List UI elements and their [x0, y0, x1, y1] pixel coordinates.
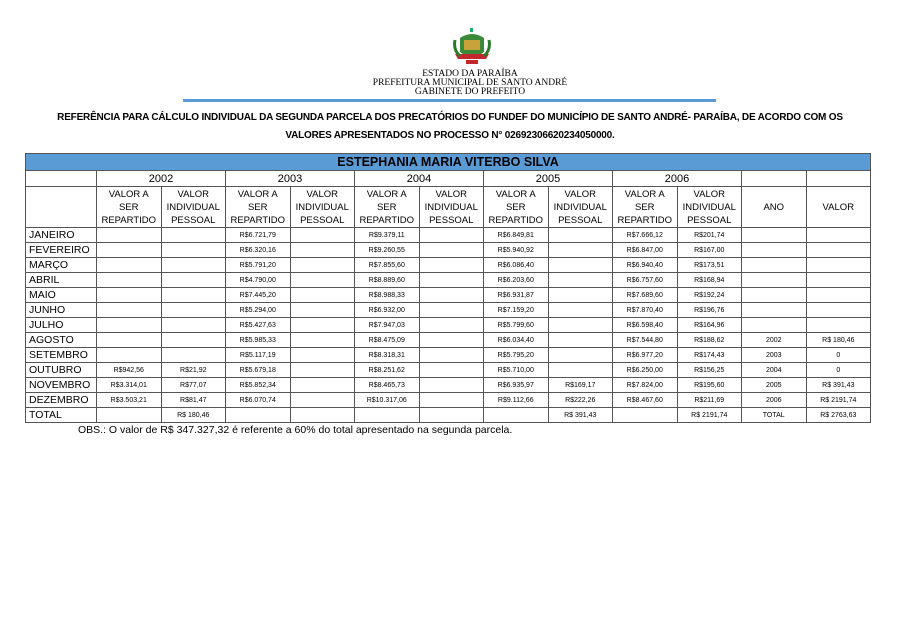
value-cell [290, 258, 355, 273]
value-cell: 2003 [742, 348, 807, 363]
month-label: ABRIL [26, 273, 97, 288]
beneficiary-name: ESTEPHANIA MARIA VITERBO SILVA [26, 154, 871, 171]
empty-cell [742, 171, 807, 187]
value-cell: R$6.320,16 [226, 243, 291, 258]
table-row [26, 408, 871, 423]
value-cell [419, 288, 484, 303]
value-cell [806, 318, 871, 333]
value-cell: R$6.721,79 [226, 228, 291, 243]
value-cell [419, 303, 484, 318]
value-cell [290, 228, 355, 243]
column-header-valor-individual: VALOR INDIVIDUAL PESSOAL [290, 187, 355, 228]
value-cell: R$ 2191,74 [806, 393, 871, 408]
value-cell: R$201,74 [677, 228, 742, 243]
value-cell: R$5.679,18 [226, 363, 291, 378]
value-cell [97, 258, 162, 273]
value-cell: R$81,47 [161, 393, 226, 408]
value-cell [419, 273, 484, 288]
value-cell [419, 408, 484, 423]
value-cell [806, 303, 871, 318]
value-cell [548, 318, 613, 333]
value-cell [97, 348, 162, 363]
value-cell: 2004 [742, 363, 807, 378]
value-cell: TOTAL [742, 408, 807, 423]
value-cell: R$6.034,40 [484, 333, 549, 348]
value-cell [290, 393, 355, 408]
observation-note: OBS.: O valor de R$ 347.327,32 é referente a 60% do total apresentado na segunda parcela. [78, 424, 513, 436]
value-cell [419, 333, 484, 348]
column-header-valor-individual: VALOR INDIVIDUAL PESSOAL [677, 187, 742, 228]
value-cell [806, 288, 871, 303]
year-header: 2005 [484, 171, 613, 187]
value-cell [161, 243, 226, 258]
table-row [26, 288, 871, 303]
value-cell [290, 378, 355, 393]
value-cell [290, 333, 355, 348]
value-cell [290, 363, 355, 378]
value-cell: R$156,25 [677, 363, 742, 378]
table-row [26, 273, 871, 288]
value-cell [290, 408, 355, 423]
table-row [26, 228, 871, 243]
value-cell: 2006 [742, 393, 807, 408]
value-cell: R$5.985,33 [226, 333, 291, 348]
value-cell [419, 378, 484, 393]
header-divider [183, 99, 716, 102]
table-row [26, 363, 871, 378]
value-cell: R$5.117,19 [226, 348, 291, 363]
value-cell: 2002 [742, 333, 807, 348]
value-cell: R$211,69 [677, 393, 742, 408]
value-cell [613, 408, 678, 423]
value-cell [290, 288, 355, 303]
value-cell [742, 318, 807, 333]
value-cell [806, 243, 871, 258]
reference-heading [10, 109, 890, 145]
table-row [26, 243, 871, 258]
letterhead-municipality: PREFEITURA MUNICIPAL DE SANTO ANDRÉ [372, 78, 568, 88]
value-cell [806, 273, 871, 288]
value-cell: R$7.544,80 [613, 333, 678, 348]
value-cell [419, 243, 484, 258]
value-cell: R$6.203,60 [484, 273, 549, 288]
value-cell: R$7.824,00 [613, 378, 678, 393]
value-cell [742, 228, 807, 243]
empty-cell [26, 171, 97, 187]
value-cell: R$196,76 [677, 303, 742, 318]
value-cell: R$5.795,20 [484, 348, 549, 363]
value-cell: R$168,94 [677, 273, 742, 288]
column-header-valor-individual: VALOR INDIVIDUAL PESSOAL [548, 187, 613, 228]
value-cell: R$195,60 [677, 378, 742, 393]
value-cell [548, 258, 613, 273]
value-cell: R$6.935,97 [484, 378, 549, 393]
value-cell: R$7.870,40 [613, 303, 678, 318]
value-cell [290, 348, 355, 363]
value-cell [290, 318, 355, 333]
reference-line-2: VALORES APRESENTADOS NO PROCESSO N° 02692306620234050000. [285, 130, 615, 141]
value-cell: R$6.086,40 [484, 258, 549, 273]
column-header-valor-individual: VALOR INDIVIDUAL PESSOAL [161, 187, 226, 228]
value-cell: R$7.666,12 [613, 228, 678, 243]
value-cell [742, 243, 807, 258]
value-cell [161, 273, 226, 288]
value-cell [548, 243, 613, 258]
value-cell: R$9.112,66 [484, 393, 549, 408]
value-cell: R$7.855,60 [355, 258, 420, 273]
value-cell: R$188,62 [677, 333, 742, 348]
value-cell [548, 333, 613, 348]
table-row [26, 333, 871, 348]
year-header: 2002 [97, 171, 226, 187]
table-row [26, 303, 871, 318]
value-cell: R$ 2763,63 [806, 408, 871, 423]
value-cell [226, 408, 291, 423]
value-cell: R$3.314,01 [97, 378, 162, 393]
value-cell: R$222,26 [548, 393, 613, 408]
month-label: JANEIRO [26, 228, 97, 243]
value-cell [419, 348, 484, 363]
value-cell: R$6.931,87 [484, 288, 549, 303]
value-cell [161, 318, 226, 333]
value-cell [97, 318, 162, 333]
value-cell: R$8.475,09 [355, 333, 420, 348]
value-cell: R$6.598,40 [613, 318, 678, 333]
month-label: NOVEMBRO [26, 378, 97, 393]
value-cell [806, 228, 871, 243]
value-cell [290, 303, 355, 318]
value-cell: R$ 180,46 [806, 333, 871, 348]
table-row [26, 378, 871, 393]
table-row [26, 318, 871, 333]
value-cell [290, 243, 355, 258]
value-cell [742, 303, 807, 318]
value-cell: R$7.947,03 [355, 318, 420, 333]
column-header-valor-repartido: VALOR A SER REPARTIDO [97, 187, 162, 228]
value-cell: R$5.791,20 [226, 258, 291, 273]
month-label: DEZEMBRO [26, 393, 97, 408]
month-label: FEVEREIRO [26, 243, 97, 258]
value-cell [742, 258, 807, 273]
value-cell [97, 408, 162, 423]
value-cell: R$ 180,46 [161, 408, 226, 423]
value-cell: R$ 2191,74 [677, 408, 742, 423]
value-cell [161, 288, 226, 303]
column-header-valor-repartido: VALOR A SER REPARTIDO [355, 187, 420, 228]
value-cell: R$5.710,00 [484, 363, 549, 378]
value-cell: R$6.250,00 [613, 363, 678, 378]
value-cell: 0 [806, 363, 871, 378]
column-header-valor-repartido: VALOR A SER REPARTIDO [484, 187, 549, 228]
value-cell: R$5.940,92 [484, 243, 549, 258]
value-cell: R$ 391,43 [548, 408, 613, 423]
year-header: 2006 [613, 171, 742, 187]
value-cell: R$6.849,81 [484, 228, 549, 243]
value-cell: R$7.159,20 [484, 303, 549, 318]
value-cell: R$8.889,60 [355, 273, 420, 288]
column-header-ano: ANO [742, 187, 807, 228]
value-cell [419, 393, 484, 408]
column-header-valor: VALOR [806, 187, 871, 228]
municipal-coat-of-arms-logo [452, 28, 492, 68]
value-cell [548, 348, 613, 363]
value-cell: R$77,07 [161, 378, 226, 393]
value-cell [548, 303, 613, 318]
month-label: JUNHO [26, 303, 97, 318]
value-cell [419, 363, 484, 378]
value-cell [290, 273, 355, 288]
value-cell: R$5.799,60 [484, 318, 549, 333]
value-cell: R$5.294,00 [226, 303, 291, 318]
value-cell: R$ 391,43 [806, 378, 871, 393]
value-cell: R$164,96 [677, 318, 742, 333]
value-cell: R$8.988,33 [355, 288, 420, 303]
value-cell: R$6.757,60 [613, 273, 678, 288]
value-cell [742, 273, 807, 288]
value-cell: R$9.379,11 [355, 228, 420, 243]
table-row [26, 348, 871, 363]
value-cell [355, 408, 420, 423]
value-cell [161, 258, 226, 273]
table-row [26, 258, 871, 273]
value-cell [97, 303, 162, 318]
column-header-valor-repartido: VALOR A SER REPARTIDO [613, 187, 678, 228]
year-header: 2003 [226, 171, 355, 187]
letterhead-office: GABINETE DO PREFEITO [414, 87, 526, 97]
month-label: MAIO [26, 288, 97, 303]
letterhead-state: ESTADO DA PARAÍBA [422, 69, 518, 79]
value-cell [548, 363, 613, 378]
value-cell: R$9.260,55 [355, 243, 420, 258]
value-cell [419, 228, 484, 243]
month-label: TOTAL [26, 408, 97, 423]
value-cell [97, 273, 162, 288]
value-cell: R$174,43 [677, 348, 742, 363]
value-cell [97, 288, 162, 303]
value-cell [97, 243, 162, 258]
value-cell [742, 288, 807, 303]
value-cell: R$942,56 [97, 363, 162, 378]
value-cell: R$21,92 [161, 363, 226, 378]
value-cell: R$3.503,21 [97, 393, 162, 408]
value-cell: R$192,24 [677, 288, 742, 303]
value-cell [484, 408, 549, 423]
value-cell: R$4.790,00 [226, 273, 291, 288]
value-cell: R$173,51 [677, 258, 742, 273]
value-cell: 0 [806, 348, 871, 363]
value-cell: R$6.070,74 [226, 393, 291, 408]
precatorios-table [25, 153, 871, 423]
value-cell [806, 258, 871, 273]
value-cell: R$8.251,62 [355, 363, 420, 378]
value-cell [161, 348, 226, 363]
value-cell [419, 258, 484, 273]
value-cell [548, 228, 613, 243]
column-header-valor-repartido: VALOR A SER REPARTIDO [226, 187, 291, 228]
month-label: SETEMBRO [26, 348, 97, 363]
value-cell: R$5.427,63 [226, 318, 291, 333]
value-cell: R$6.977,20 [613, 348, 678, 363]
value-cell: 2005 [742, 378, 807, 393]
value-cell: R$7.445,20 [226, 288, 291, 303]
value-cell: R$8.467,60 [613, 393, 678, 408]
value-cell [161, 333, 226, 348]
month-label: OUTUBRO [26, 363, 97, 378]
month-label: MARÇO [26, 258, 97, 273]
value-cell: R$8.318,31 [355, 348, 420, 363]
empty-cell [26, 187, 97, 228]
value-cell: R$10.317,06 [355, 393, 420, 408]
value-cell [419, 318, 484, 333]
value-cell: R$167,00 [677, 243, 742, 258]
table-row [26, 393, 871, 408]
reference-line-1: REFERÊNCIA PARA CÁLCULO INDIVIDUAL DA SEGUNDA PARCELA DOS PRECATÓRIOS DO FUNDEF DO MUNICÍPIO DE SANTO ANDRÉ- PARAÍBA, DE ACORDO COM OS [57, 112, 843, 123]
value-cell [97, 333, 162, 348]
value-cell: R$5.852,34 [226, 378, 291, 393]
value-cell: R$169,17 [548, 378, 613, 393]
empty-cell [806, 171, 871, 187]
value-cell [97, 228, 162, 243]
value-cell: R$8.465,73 [355, 378, 420, 393]
value-cell [548, 288, 613, 303]
value-cell [161, 228, 226, 243]
value-cell [548, 273, 613, 288]
value-cell: R$6.847,00 [613, 243, 678, 258]
year-header: 2004 [355, 171, 484, 187]
month-label: AGOSTO [26, 333, 97, 348]
value-cell: R$7.689,60 [613, 288, 678, 303]
value-cell [161, 303, 226, 318]
column-header-valor-individual: VALOR INDIVIDUAL PESSOAL [419, 187, 484, 228]
month-label: JULHO [26, 318, 97, 333]
value-cell: R$6.932,00 [355, 303, 420, 318]
value-cell: R$6.940,40 [613, 258, 678, 273]
